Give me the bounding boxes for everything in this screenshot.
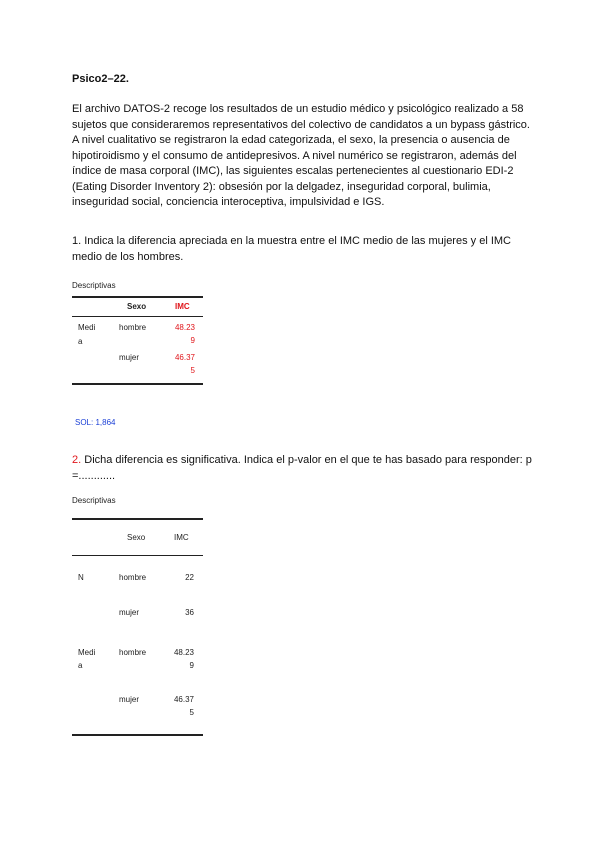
table1-stat-label-cont: a (78, 337, 83, 346)
intro-paragraph: El archivo DATOS-2 recoge los resultados de un estudio médico y psicológico realizado a 58 sujetos que consideraremos representativos del colectivo de candidatos a un bypass gástrico. A nivel cualitativo se registraron la edad categorizada, el sexo, la presencia o ausencia de hipotiroidismo y el consumo de antidepresivos. A nivel numérico se registraron, además del índice de masa corporal (IMC), las siguientes escalas pertenecientes al cuestionario EDI-2 (Eating Disorder Inventory 2): obsesión por la delgadez, inseguridad corporal, bulimia, inseguridad social, conciencia interoceptiva, impulsividad e IGS. (72, 103, 530, 208)
question-1: 1. Indica la diferencia apreciada en la muestra entre el IMC medio de las mujeres y el IMC medio de los hombres. (72, 235, 511, 263)
table1-bottom-rule (72, 383, 203, 385)
table1-stat-label: Medi (78, 323, 96, 332)
table2-stat-label: Medi (78, 648, 96, 657)
solution-text: SOL: 1,864 (75, 418, 116, 427)
question-2-text: Dicha diferencia es significativa. Indica el p-valor en el que te has basado para responder: p =............ (72, 454, 532, 482)
table1-top-rule (72, 296, 203, 298)
table1-row-sexo: hombre (119, 323, 147, 332)
table2-header-rule (72, 555, 203, 556)
table2-cell-imc-cont: 9 (189, 661, 194, 670)
table1-caption: Descriptivas (72, 281, 116, 290)
table1-header-rule (72, 316, 203, 317)
table2-header-sexo: Sexo (127, 533, 146, 542)
table2-row-sexo: hombre (119, 648, 147, 657)
question-2-number: 2. (72, 454, 82, 466)
table2-stat-label: N (78, 573, 84, 582)
table1-cell-imc: 48.23 (174, 323, 195, 332)
question-2 (72, 453, 534, 484)
table2-cell-imc-cont: 5 (189, 708, 194, 717)
table2-cell-imc: 36 (185, 608, 194, 617)
table1-cell-imc: 46.37 (174, 353, 195, 362)
table1-cell-imc-cont: 5 (190, 366, 195, 375)
table2-header-imc: IMC (174, 533, 189, 542)
table2-stat-label-cont: a (78, 661, 83, 670)
table2-row-sexo: mujer (119, 695, 140, 704)
table2-top-rule (72, 518, 203, 520)
table1-row-sexo: mujer (119, 353, 140, 362)
table2-bottom-rule (72, 734, 203, 736)
table2-row-sexo: hombre (119, 573, 147, 582)
table2-row-sexo: mujer (119, 608, 140, 617)
table2-cell-imc: 46.37 (173, 695, 194, 704)
table1-header-imc: IMC (175, 302, 190, 311)
table1-cell-imc-cont: 9 (190, 336, 195, 345)
table2-cell-imc: 48.23 (173, 648, 194, 657)
table2-cell-imc: 22 (185, 573, 194, 582)
table1-header-sexo: Sexo (127, 302, 147, 311)
document-title: Psico2–22. (72, 73, 129, 85)
table2-caption: Descriptivas (72, 496, 116, 505)
